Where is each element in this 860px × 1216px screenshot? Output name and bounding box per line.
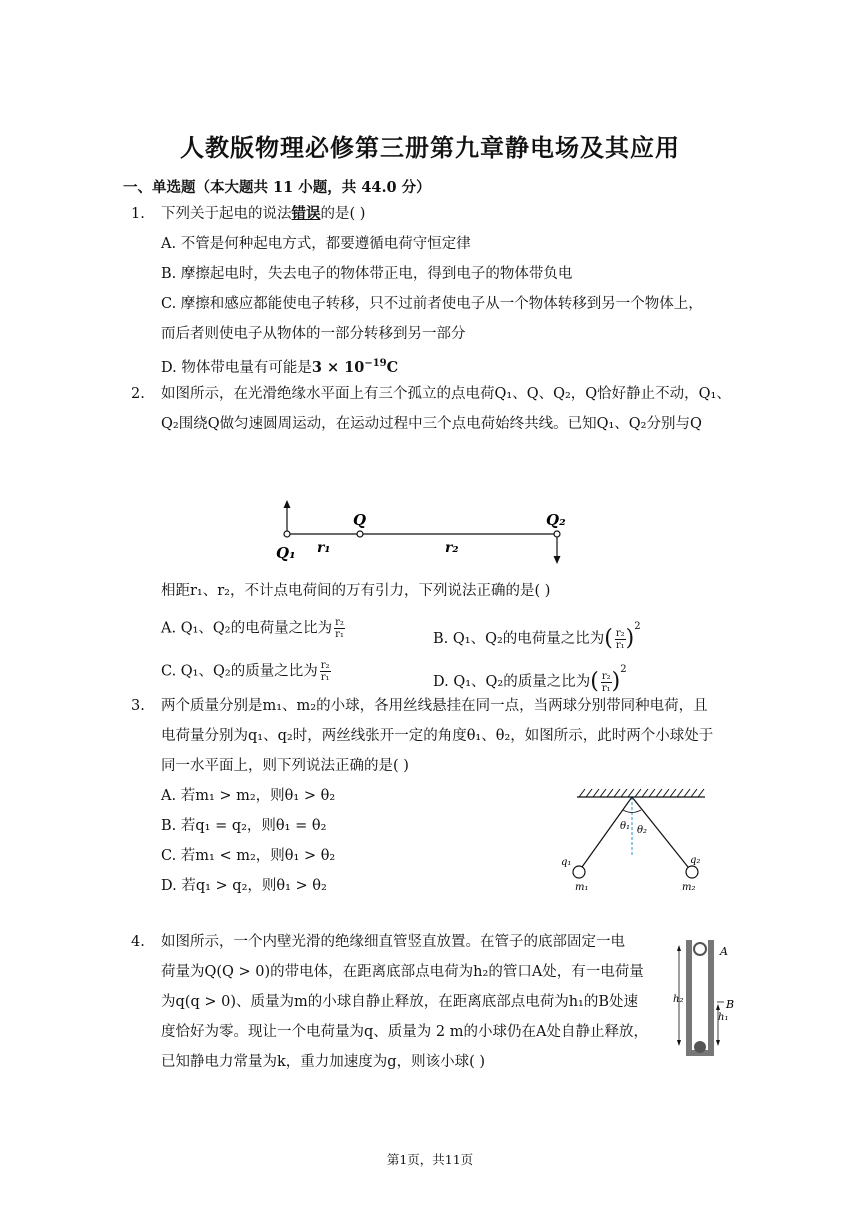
option-a: A. 不管是何种起电方式，都要遵循电荷守恒定律 bbox=[161, 236, 471, 252]
label-theta1: θ₁ bbox=[620, 821, 631, 832]
option-b: B. 若q₁ = q₂，则θ₁ = θ₂ bbox=[161, 818, 327, 834]
option-b: B. Q₁、Q₂的电荷量之比为( $\frac{\text{r₂}}{\text{r₁}}$ )$^2$ bbox=[433, 621, 641, 651]
option-c-continued: 而后者则使电子从物体的一部分转移到另一部分 bbox=[161, 326, 466, 342]
stem-emphasis: 错误 bbox=[291, 205, 321, 222]
label-r2: r₂ bbox=[445, 540, 459, 556]
option-b: B. 摩擦起电时，失去电子的物体带正电，得到电子的物体带负电 bbox=[161, 266, 573, 282]
option-exponent: −19 bbox=[364, 358, 387, 369]
question-stem: 两个质量分别是m₁、m₂的小球，各用丝线悬挂在同一点，当两球分别带同种电荷，且 bbox=[161, 698, 708, 714]
section-heading: 一、单选题（本大题共 11 小题，共 44.0 分） bbox=[123, 179, 431, 196]
question-stem: 如图所示，一个内壁光滑的绝缘细直管竖直放置。在管子的底部固定一电 bbox=[161, 934, 625, 950]
q3-figure bbox=[555, 785, 715, 895]
option-d: D. 若q₁ > q₂，则θ₁ > θ₂ bbox=[161, 878, 327, 894]
option-text: B. Q₁、Q₂的电荷量之比为 bbox=[433, 631, 605, 647]
label-theta2: θ₂ bbox=[637, 825, 648, 836]
label-q2: q₂ bbox=[690, 855, 701, 866]
fraction: $\frac{\text{r₂}}{\text{r₁}}$ bbox=[320, 660, 330, 683]
question-number: 1. bbox=[131, 206, 145, 222]
option-unit: C bbox=[386, 358, 399, 376]
option-c: C. 摩擦和感应都能使电子转移，只不过前者使电子从一个物体转移到另一个物体上， bbox=[161, 296, 703, 312]
question-stem: 相距r₁、r₂，不计点电荷间的万有引力，下列说法正确的是( ) bbox=[161, 583, 551, 599]
exponent: 2 bbox=[634, 621, 641, 632]
question-number: 2. bbox=[131, 386, 145, 402]
question-stem: 荷量为Q(Q > 0)的带电体，在距离底部点电荷为h₂的管口A处，有一电荷量 bbox=[161, 964, 644, 980]
q4-figure bbox=[668, 938, 738, 1060]
label-h1: h₁ bbox=[718, 1012, 729, 1023]
option-c: C. 若m₁ < m₂，则θ₁ > θ₂ bbox=[161, 848, 336, 864]
q2-figure bbox=[270, 500, 590, 570]
fraction: $\frac{\text{r₂}}{\text{r₁}}$ bbox=[335, 617, 344, 640]
question-stem: 如图所示，在光滑绝缘水平面上有三个孤立的点电荷Q₁、Q、Q₂，Q恰好静止不动，Q₁、 bbox=[161, 386, 731, 402]
option-text: C. Q₁、Q₂的质量之比为 bbox=[161, 663, 318, 680]
stem-text: 的是( ) bbox=[320, 206, 366, 222]
label-a: A bbox=[720, 945, 728, 958]
option-a: A. 若m₁ > m₂，则θ₁ > θ₂ bbox=[161, 788, 336, 804]
page-footer: 第1页，共11页 bbox=[386, 1152, 474, 1167]
question-stem: 电荷量分别为q₁、q₂时，两丝线张开一定的角度θ₁、θ₂，如图所示，此时两个小球处于 bbox=[161, 728, 714, 744]
question-stem: Q₂围绕Q做匀速圆周运动，在运动过程中三个点电荷始终共线。已知Q₁、Q₂分别与Q bbox=[161, 416, 702, 432]
question-stem bbox=[161, 204, 365, 224]
label-h2: h₂ bbox=[673, 994, 684, 1005]
label-r1: r₁ bbox=[317, 540, 331, 556]
label-m2: m₂ bbox=[682, 882, 696, 893]
stem-text: 下列关于起电的说法 bbox=[161, 206, 292, 222]
label-q1: Q₁ bbox=[276, 544, 296, 562]
label-b: B bbox=[726, 998, 735, 1011]
exponent: 2 bbox=[620, 664, 627, 675]
label-q2: Q₂ bbox=[546, 511, 566, 529]
option-d bbox=[161, 354, 398, 378]
label-q1: q₁ bbox=[561, 857, 572, 868]
page-title: 人教版物理必修第三册第九章静电场及其应用 bbox=[180, 133, 680, 162]
label-m1: m₁ bbox=[575, 882, 589, 893]
fraction: $\frac{\text{r₂}}{\text{r₁}}$ bbox=[615, 627, 625, 651]
question-stem: 为q(q > 0)、质量为m的小球自静止释放，在距离底部点电荷为h₁的B处速 bbox=[161, 994, 639, 1010]
option-text: D. 物体带电量有可能是 bbox=[161, 359, 312, 376]
option-value: 3 × 10 bbox=[311, 358, 365, 376]
question-number: 3. bbox=[131, 698, 145, 714]
question-stem: 同一水平面上，则下列说法正确的是( ) bbox=[161, 758, 409, 774]
question-stem: 已知静电力常量为k，重力加速度为g，则该小球( ) bbox=[161, 1054, 485, 1070]
fraction: $\frac{\text{r₂}}{\text{r₁}}$ bbox=[601, 670, 611, 694]
question-stem: 度恰好为零。现让一个电荷量为q、质量为 2 m的小球仍在A处自静止释放， bbox=[161, 1024, 648, 1040]
option-a bbox=[161, 617, 345, 640]
option-text: D. Q₁、Q₂的质量之比为 bbox=[433, 674, 591, 690]
label-q: Q bbox=[353, 511, 367, 529]
question-number: 4. bbox=[131, 934, 145, 950]
option-c bbox=[161, 660, 331, 683]
option-text: A. Q₁、Q₂的电荷量之比为 bbox=[161, 620, 333, 637]
option-d: D. Q₁、Q₂的质量之比为( $\frac{\text{r₂}}{\text{r₁}}$ )$^2$ bbox=[433, 664, 627, 694]
